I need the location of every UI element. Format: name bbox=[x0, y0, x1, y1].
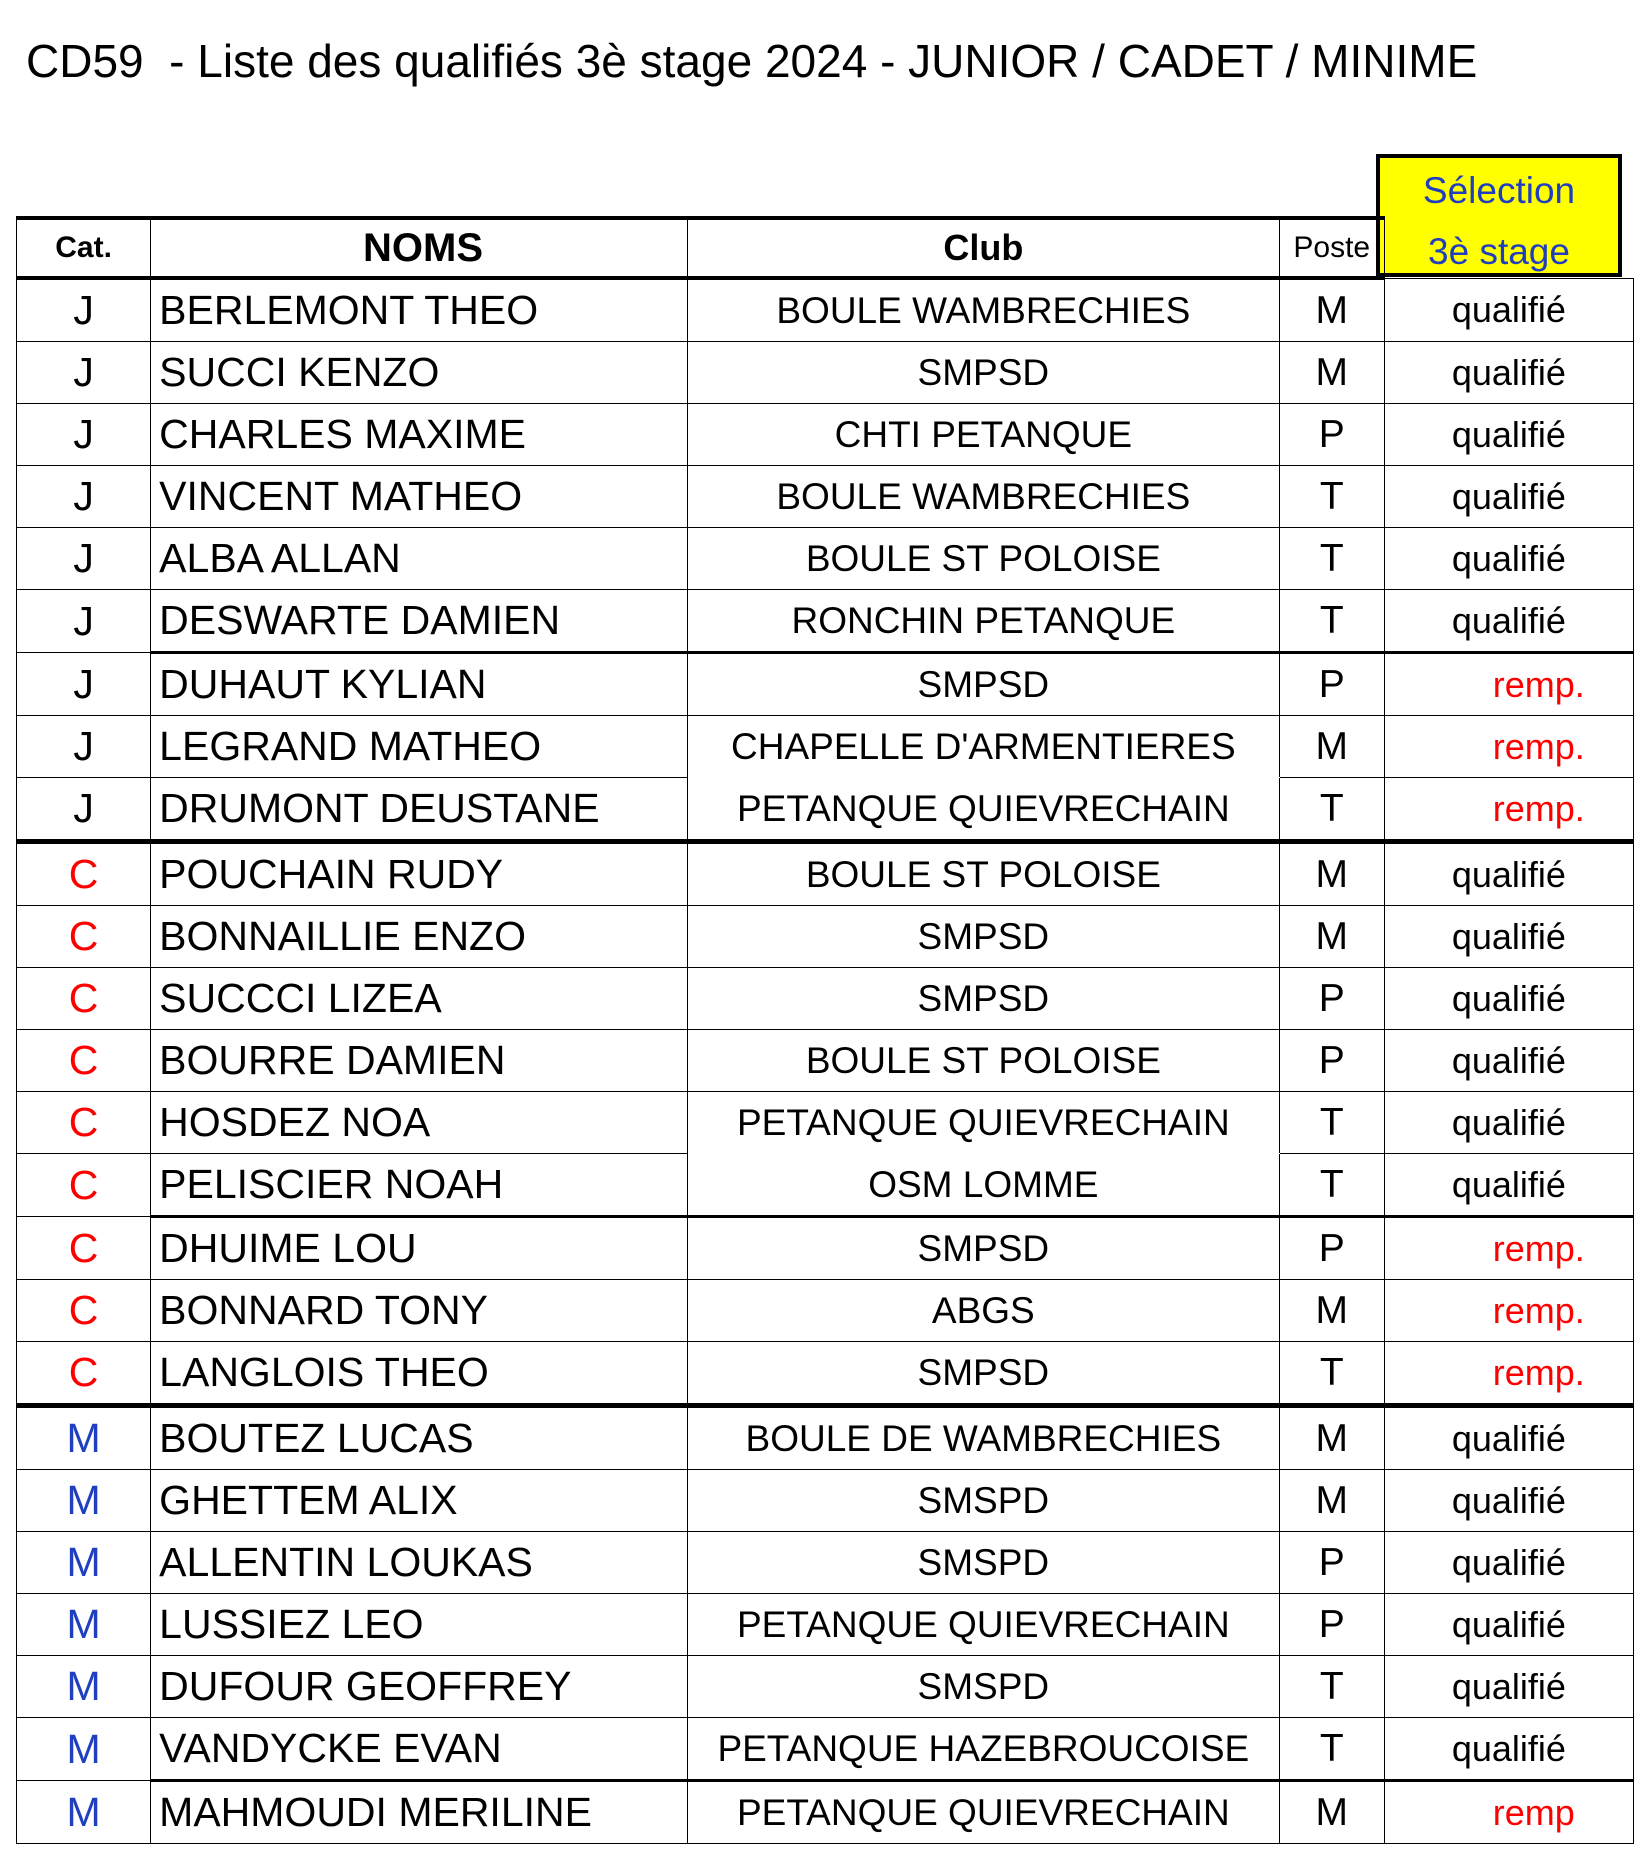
row-name: VINCENT MATHEO bbox=[151, 466, 688, 528]
row-cat: J bbox=[17, 278, 151, 342]
selection-header-line2: 3è stage bbox=[1428, 231, 1570, 272]
row-selection: qualifié bbox=[1384, 1470, 1633, 1532]
header-noms: NOMS bbox=[151, 218, 688, 278]
row-club: BOULE ST POLOISE bbox=[687, 1030, 1279, 1092]
row-name: SUCCCI LIZEA bbox=[151, 968, 688, 1030]
table-row bbox=[17, 404, 1634, 466]
row-poste: M bbox=[1279, 842, 1384, 906]
row-cat: J bbox=[17, 404, 151, 466]
row-poste: M bbox=[1279, 1470, 1384, 1532]
table-row bbox=[17, 1030, 1634, 1092]
table-row bbox=[17, 716, 1634, 778]
row-cat: C bbox=[17, 968, 151, 1030]
row-selection: remp. bbox=[1384, 1280, 1633, 1342]
row-poste: M bbox=[1279, 342, 1384, 404]
row-club: SMPSD bbox=[687, 1217, 1279, 1280]
row-selection: qualifié bbox=[1384, 466, 1633, 528]
row-name: SUCCI KENZO bbox=[151, 342, 688, 404]
table-row bbox=[17, 968, 1634, 1030]
row-name: ALLENTIN LOUKAS bbox=[151, 1532, 688, 1594]
row-club: SMSPD bbox=[687, 1470, 1279, 1532]
row-club: SMSPD bbox=[687, 1656, 1279, 1718]
row-cat: C bbox=[17, 1092, 151, 1154]
table-row bbox=[17, 1656, 1634, 1718]
row-selection: qualifié bbox=[1384, 1718, 1633, 1781]
row-poste: M bbox=[1279, 278, 1384, 342]
row-poste: P bbox=[1279, 968, 1384, 1030]
table-row bbox=[17, 278, 1634, 342]
row-selection: remp. bbox=[1384, 778, 1633, 842]
table-row bbox=[17, 1532, 1634, 1594]
row-name: LANGLOIS THEO bbox=[151, 1342, 688, 1406]
row-cat: C bbox=[17, 1342, 151, 1406]
row-name: BOUTEZ LUCAS bbox=[151, 1406, 688, 1470]
row-selection: qualifié bbox=[1384, 1154, 1633, 1217]
selection-header-line1: Sélection bbox=[1422, 170, 1576, 211]
row-cat: C bbox=[17, 906, 151, 968]
row-name: GHETTEM ALIX bbox=[151, 1470, 688, 1532]
row-name: VANDYCKE EVAN bbox=[151, 1718, 688, 1781]
table-row bbox=[17, 653, 1634, 716]
row-poste: T bbox=[1279, 1718, 1384, 1781]
table-row bbox=[17, 528, 1634, 590]
row-club: CHTI PETANQUE bbox=[687, 404, 1279, 466]
row-poste: P bbox=[1279, 1594, 1384, 1656]
row-name: PELISCIER NOAH bbox=[151, 1154, 688, 1217]
row-selection: qualifié bbox=[1384, 1030, 1633, 1092]
row-cat: C bbox=[17, 1154, 151, 1217]
row-selection: remp. bbox=[1384, 653, 1633, 716]
row-cat: J bbox=[17, 716, 151, 778]
row-poste: M bbox=[1279, 906, 1384, 968]
table-row bbox=[17, 906, 1634, 968]
table-row bbox=[17, 1718, 1634, 1781]
table-row bbox=[17, 1092, 1634, 1154]
row-club: PETANQUE QUIEVRECHAIN bbox=[687, 1781, 1279, 1844]
row-poste: M bbox=[1279, 1406, 1384, 1470]
row-club: BOULE ST POLOISE bbox=[687, 528, 1279, 590]
row-name: DHUIME LOU bbox=[151, 1217, 688, 1280]
row-cat: M bbox=[17, 1656, 151, 1718]
row-selection: qualifié bbox=[1384, 342, 1633, 404]
row-cat: C bbox=[17, 1217, 151, 1280]
row-club: SMPSD bbox=[687, 342, 1279, 404]
header-selection-spacer bbox=[1384, 218, 1633, 278]
row-selection: remp bbox=[1384, 1781, 1633, 1844]
row-cat: M bbox=[17, 1594, 151, 1656]
row-selection: qualifié bbox=[1384, 1594, 1633, 1656]
row-name: BERLEMONT THEO bbox=[151, 278, 688, 342]
row-selection: qualifié bbox=[1384, 906, 1633, 968]
row-cat: J bbox=[17, 653, 151, 716]
row-cat: M bbox=[17, 1718, 151, 1781]
row-name: BOURRE DAMIEN bbox=[151, 1030, 688, 1092]
table-row bbox=[17, 1342, 1634, 1406]
row-name: DUFOUR GEOFFREY bbox=[151, 1656, 688, 1718]
row-poste: P bbox=[1279, 1217, 1384, 1280]
row-selection: qualifié bbox=[1384, 278, 1633, 342]
row-poste: T bbox=[1279, 528, 1384, 590]
row-name: DUHAUT KYLIAN bbox=[151, 653, 688, 716]
row-club: BOULE DE WAMBRECHIES bbox=[687, 1406, 1279, 1470]
row-cat: C bbox=[17, 842, 151, 906]
row-cat: M bbox=[17, 1470, 151, 1532]
row-poste: T bbox=[1279, 778, 1384, 842]
row-selection: qualifié bbox=[1384, 528, 1633, 590]
table-row bbox=[17, 1781, 1634, 1844]
table-row bbox=[17, 778, 1634, 842]
row-selection: qualifié bbox=[1384, 1532, 1633, 1594]
row-poste: P bbox=[1279, 404, 1384, 466]
row-selection: remp. bbox=[1384, 1217, 1633, 1280]
row-name: LUSSIEZ LEO bbox=[151, 1594, 688, 1656]
row-selection: qualifié bbox=[1384, 1406, 1633, 1470]
row-selection: qualifié bbox=[1384, 404, 1633, 466]
row-club: PETANQUE QUIEVRECHAIN bbox=[687, 1092, 1279, 1154]
header-poste: Poste bbox=[1279, 218, 1384, 278]
row-selection: qualifié bbox=[1384, 590, 1633, 653]
table-header-row bbox=[17, 218, 1634, 278]
row-poste: T bbox=[1279, 1092, 1384, 1154]
row-cat: J bbox=[17, 342, 151, 404]
header-club: Club bbox=[687, 218, 1279, 278]
table-row bbox=[17, 466, 1634, 528]
table-row bbox=[17, 842, 1634, 906]
row-name: DRUMONT DEUSTANE bbox=[151, 778, 688, 842]
qualified-list-table bbox=[16, 216, 1634, 1844]
row-poste: P bbox=[1279, 1030, 1384, 1092]
row-selection: qualifié bbox=[1384, 1656, 1633, 1718]
row-selection: qualifié bbox=[1384, 842, 1633, 906]
row-club: BOULE ST POLOISE bbox=[687, 842, 1279, 906]
row-club: SMPSD bbox=[687, 906, 1279, 968]
table-row bbox=[17, 1154, 1634, 1217]
row-club: ABGS bbox=[687, 1280, 1279, 1342]
table-row bbox=[17, 1280, 1634, 1342]
row-cat: M bbox=[17, 1532, 151, 1594]
row-poste: P bbox=[1279, 653, 1384, 716]
row-name: MAHMOUDI MERILINE bbox=[151, 1781, 688, 1844]
row-selection: qualifié bbox=[1384, 1092, 1633, 1154]
row-club: SMPSD bbox=[687, 1342, 1279, 1406]
row-club: BOULE WAMBRECHIES bbox=[687, 466, 1279, 528]
row-cat: C bbox=[17, 1030, 151, 1092]
row-club: BOULE WAMBRECHIES bbox=[687, 278, 1279, 342]
row-name: CHARLES MAXIME bbox=[151, 404, 688, 466]
row-club: PETANQUE HAZEBROUCOISE bbox=[687, 1718, 1279, 1781]
table-row bbox=[17, 1470, 1634, 1532]
row-club: OSM LOMME bbox=[687, 1154, 1279, 1217]
row-club: SMSPD bbox=[687, 1532, 1279, 1594]
row-poste: T bbox=[1279, 590, 1384, 653]
row-selection: remp. bbox=[1384, 716, 1633, 778]
row-poste: M bbox=[1279, 1781, 1384, 1844]
row-club: SMPSD bbox=[687, 653, 1279, 716]
table-row bbox=[17, 590, 1634, 653]
row-selection: qualifié bbox=[1384, 968, 1633, 1030]
row-poste: M bbox=[1279, 1280, 1384, 1342]
row-name: BONNAILLIE ENZO bbox=[151, 906, 688, 968]
row-cat: J bbox=[17, 590, 151, 653]
row-cat: M bbox=[17, 1781, 151, 1844]
row-poste: T bbox=[1279, 1342, 1384, 1406]
table-row bbox=[17, 1406, 1634, 1470]
row-club: CHAPELLE D'ARMENTIERES bbox=[687, 716, 1279, 778]
row-name: BONNARD TONY bbox=[151, 1280, 688, 1342]
table-row bbox=[17, 342, 1634, 404]
row-club: SMPSD bbox=[687, 968, 1279, 1030]
row-poste: T bbox=[1279, 1656, 1384, 1718]
page-title: CD59 - Liste des qualifiés 3è stage 2024 - JUNIOR / CADET / MINIME bbox=[26, 35, 1478, 87]
row-club: PETANQUE QUIEVRECHAIN bbox=[687, 1594, 1279, 1656]
row-cat: J bbox=[17, 466, 151, 528]
row-name: POUCHAIN RUDY bbox=[151, 842, 688, 906]
header-cat: Cat. bbox=[17, 218, 151, 278]
row-club: RONCHIN PETANQUE bbox=[687, 590, 1279, 653]
row-name: HOSDEZ NOA bbox=[151, 1092, 688, 1154]
row-poste: P bbox=[1279, 1532, 1384, 1594]
row-cat: C bbox=[17, 1280, 151, 1342]
table-row bbox=[17, 1217, 1634, 1280]
row-poste: T bbox=[1279, 1154, 1384, 1217]
row-club: PETANQUE QUIEVRECHAIN bbox=[687, 778, 1279, 842]
table-row bbox=[17, 1594, 1634, 1656]
row-name: ALBA ALLAN bbox=[151, 528, 688, 590]
row-cat: J bbox=[17, 528, 151, 590]
row-cat: M bbox=[17, 1406, 151, 1470]
row-cat: J bbox=[17, 778, 151, 842]
row-name: LEGRAND MATHEO bbox=[151, 716, 688, 778]
row-selection: remp. bbox=[1384, 1342, 1633, 1406]
row-poste: T bbox=[1279, 466, 1384, 528]
row-poste: M bbox=[1279, 716, 1384, 778]
row-name: DESWARTE DAMIEN bbox=[151, 590, 688, 653]
